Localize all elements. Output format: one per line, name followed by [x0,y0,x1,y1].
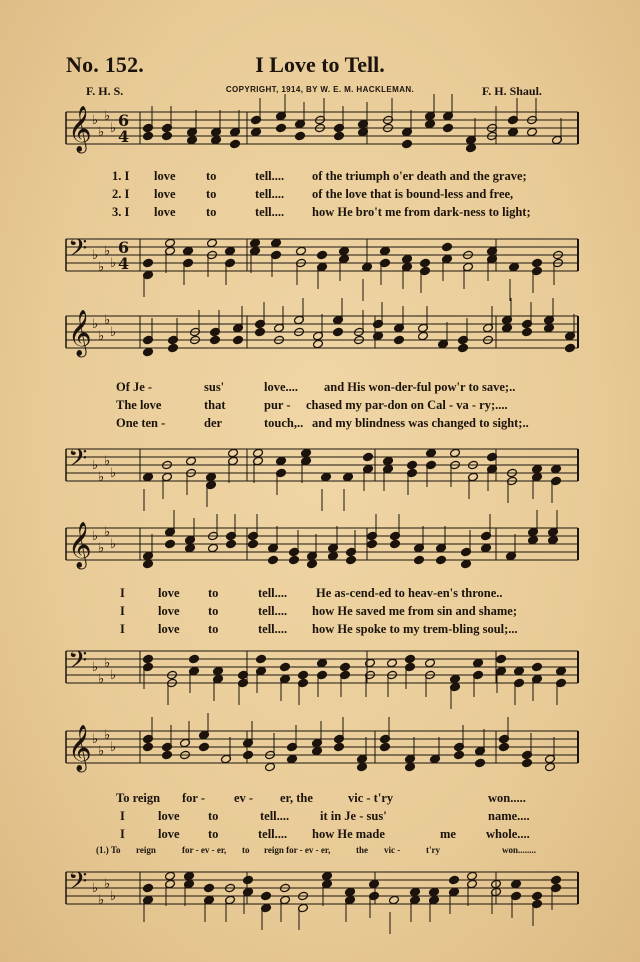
note-head-icon [380,742,391,752]
lyric-word: (1.) To [96,845,121,855]
note-head-icon [213,666,224,676]
key-flat-icon: ♭ [110,668,117,683]
key-flat-icon: ♭ [104,877,111,892]
note-head-icon [449,875,460,885]
note-head-icon [265,762,276,772]
lyric-word: 1. I [112,169,130,183]
key-flat-icon: ♭ [98,744,105,759]
lyric-line-3 [112,416,582,434]
note-head-icon [287,754,298,764]
time-signature-icon: 6 [118,111,130,130]
lyric-word: how He spoke to my trem-bling soul;... [312,622,518,636]
note-head-icon [346,555,357,565]
note-head-icon [402,254,413,264]
bass-clef-icon: 𝄢 [68,234,88,269]
note-head-icon [251,127,262,137]
key-flat-icon: ♭ [104,525,111,540]
key-flat-icon: ♭ [92,317,99,332]
note-head-icon [551,875,562,885]
note-head-icon [499,742,510,752]
note-head-icon [367,539,378,549]
note-head-icon [317,250,328,260]
note-head-icon [407,460,418,470]
lyric-word: The love [116,398,162,412]
note-head-icon [301,448,312,458]
key-flat-icon: ♭ [98,893,105,908]
note-head-icon [185,543,196,553]
note-head-icon [340,662,351,672]
note-head-icon [443,123,454,133]
note-head-icon [362,262,373,272]
note-head-icon [481,543,492,553]
lyric-word: for - [182,791,206,805]
note-head-icon [373,331,384,341]
note-head-icon [509,262,520,272]
note-head-icon [548,535,559,545]
lyric-line-1 [112,169,582,187]
key-flat-icon: ♭ [104,313,111,328]
note-head-icon [143,347,154,357]
key-flat-icon: ♭ [92,529,99,544]
note-head-icon [162,750,173,760]
lyric-word: and my blindness was changed to sight;.. [312,416,529,430]
lyric-line-3 [112,622,582,640]
note-head-icon [528,535,539,545]
note-head-icon [418,331,429,341]
refrain-alto-line [96,845,566,859]
treble-clef-icon: 𝄞 [68,725,92,771]
lyric-word: love [154,169,176,183]
note-head-icon [339,246,350,256]
lyric-word: to [242,845,250,855]
lyric-word: love [158,827,180,841]
note-head-icon [225,246,236,256]
lyric-word: to [206,187,217,201]
lyric-line-2 [112,187,582,205]
note-head-icon [143,258,154,268]
key-flat-icon: ♭ [98,541,105,556]
key-flat-icon: ♭ [92,732,99,747]
note-head-icon [276,123,287,133]
note-head-icon [230,139,241,149]
note-head-icon [204,883,215,893]
note-head-icon [321,472,332,482]
note-head-icon [183,246,194,256]
lyric-word: love [158,586,180,600]
note-head-icon [261,891,272,901]
bass-staff [0,640,640,700]
note-head-icon [532,464,543,474]
note-head-icon [256,654,267,664]
key-flat-icon: ♭ [92,113,99,128]
lyric-word: tell.... [258,622,288,636]
note-head-icon [210,335,221,345]
note-head-icon [394,335,405,345]
note-head-icon [502,323,513,333]
note-head-icon [143,472,154,482]
bass-clef-icon: 𝄢 [68,444,88,479]
note-head-icon [496,654,507,664]
note-head-icon [253,448,264,458]
note-head-icon [514,666,525,676]
note-head-icon [405,654,416,664]
lyric-word: to [208,809,219,823]
note-head-icon [184,871,195,881]
note-head-icon [289,555,300,565]
note-head-icon [187,135,198,145]
note-head-icon [271,238,282,248]
note-head-icon [475,758,486,768]
lyric-word: of the triumph o'er death and the grave; [312,169,527,183]
lyric-word: I [120,604,125,618]
note-head-icon [165,238,176,248]
key-flat-icon: ♭ [104,109,111,124]
key-flat-icon: ♭ [110,466,117,481]
note-head-icon [556,666,567,676]
treble-staff [0,100,640,170]
lyric-word: He as-cend-ed to heav-en's throne.. [316,586,503,600]
lyric-word: to [206,169,217,183]
key-flat-icon: ♭ [104,454,111,469]
lyric-word: won........ [502,845,537,855]
note-head-icon [551,464,562,474]
note-head-icon [508,127,519,137]
lyric-line-1 [112,586,582,604]
note-head-icon [143,742,154,752]
lyric-word: er, the [280,791,313,805]
note-head-icon [532,258,543,268]
key-flat-icon: ♭ [98,672,105,687]
note-head-icon [162,131,173,141]
note-head-icon [143,654,154,664]
lyric-word: love [158,809,180,823]
note-head-icon [414,555,425,565]
key-flat-icon: ♭ [98,125,105,140]
note-head-icon [442,242,453,252]
lyric-word: chased my par-don on Cal - va - ry;.... [306,398,508,412]
bass-staff [0,228,640,290]
lyric-word: to [208,827,219,841]
lyric-word: I [120,622,125,636]
lyric-word: love [158,622,180,636]
note-head-icon [458,343,469,353]
key-flat-icon: ♭ [110,121,117,136]
treble-staff [0,305,640,377]
treble-clef-icon: 𝄞 [68,106,92,152]
lyric-word: tell.... [258,827,288,841]
note-head-icon [532,891,543,901]
note-head-icon [357,762,368,772]
treble-clef-icon: 𝄞 [68,310,92,356]
note-head-icon [295,131,306,141]
key-flat-icon: ♭ [104,728,111,743]
note-head-icon [211,135,222,145]
note-head-icon [226,539,237,549]
note-head-icon [298,670,309,680]
lyric-line-3 [112,827,582,845]
note-head-icon [467,871,478,881]
note-head-icon [461,559,472,569]
hymn-title: I Love to Tell. [255,52,385,77]
key-flat-icon: ♭ [110,889,117,904]
lyric-word: love [158,604,180,618]
note-head-icon [466,143,477,153]
lyric-word: vic - t'ry [348,791,394,805]
lyric-word: to [208,622,219,636]
key-flat-icon: ♭ [110,256,117,271]
note-head-icon [454,750,465,760]
note-head-icon [250,238,261,248]
note-head-icon [532,662,543,672]
note-head-icon [425,658,436,668]
key-flat-icon: ♭ [110,537,117,552]
note-head-icon [143,131,154,141]
note-head-icon [206,472,217,482]
lyric-word: der [204,416,223,430]
note-head-icon [405,762,416,772]
lyric-word: name.... [488,809,530,823]
note-head-icon [186,456,197,466]
note-head-icon [436,555,447,565]
lyric-word: won..... [488,791,526,805]
note-head-icon [165,871,176,881]
key-flat-icon: ♭ [92,881,99,896]
key-flat-icon: ♭ [92,458,99,473]
lyric-word: that [204,398,226,412]
lyric-word: tell.... [255,169,285,183]
lyric-word: I [120,827,125,841]
lyric-word: I [120,809,125,823]
lyric-word: how He saved me from sin and shame; [312,604,517,618]
bass-staff [0,438,640,498]
lyric-line-1 [112,791,582,809]
note-head-icon [511,879,522,889]
note-head-icon [276,456,287,466]
note-head-icon [365,658,376,668]
key-flat-icon: ♭ [92,248,99,263]
lyric-word: to [208,604,219,618]
note-head-icon [380,246,391,256]
note-head-icon [328,551,339,561]
lyric-word: To reign [116,791,161,805]
note-head-icon [228,448,239,458]
note-head-icon [243,750,254,760]
note-head-icon [363,452,374,462]
lyric-line-2 [112,604,582,622]
lyric-word: whole.... [486,827,530,841]
lyric-word: tell.... [258,604,288,618]
note-head-icon [189,654,200,664]
note-head-icon [369,879,380,889]
lyric-word: of the love that is bound-less and free, [312,187,514,201]
note-head-icon [280,662,291,672]
note-head-icon [334,742,345,752]
lyric-word: the [356,845,368,855]
note-head-icon [233,335,244,345]
lyric-word: tell.... [255,205,285,219]
note-head-icon [565,343,576,353]
note-head-icon [333,327,344,337]
note-head-icon [545,762,556,772]
key-flat-icon: ♭ [92,660,99,675]
lyric-word: 2. I [112,187,130,201]
note-head-icon [402,139,413,149]
note-head-icon [296,246,307,256]
note-head-icon [420,258,431,268]
note-head-icon [207,238,218,248]
composer-name: F. H. Shaul. [482,84,542,98]
lyric-word: reign [136,845,156,855]
lyric-word: tell.... [258,586,288,600]
note-head-icon [165,539,176,549]
copyright-notice: COPYRIGHT, 1914, BY W. E. M. HACKLEMAN. [225,85,415,94]
time-signature-icon: 4 [118,254,130,273]
hymn-number: No. 152. [66,52,144,77]
lyric-line-2 [112,809,582,827]
lyric-word: and His won-der-ful pow'r to save;.. [324,380,516,394]
lyric-word: 3. I [112,205,130,219]
lyric-word: reign for - ev - er, [264,845,331,855]
key-flat-icon: ♭ [98,260,105,275]
note-head-icon [322,871,333,881]
note-head-icon [313,339,324,349]
lyric-word: tell.... [255,187,285,201]
note-head-icon [426,448,437,458]
lyric-word: to [206,205,217,219]
note-head-icon [410,887,421,897]
note-head-icon [390,539,401,549]
key-flat-icon: ♭ [104,244,111,259]
lyric-word: love [154,187,176,201]
note-head-icon [312,746,323,756]
time-signature-icon: 4 [118,127,130,146]
key-flat-icon: ♭ [110,740,117,755]
note-head-icon [522,758,533,768]
lyric-word: tell.... [260,809,290,823]
treble-staff [0,720,640,790]
lyric-word: sus' [204,380,225,394]
note-head-icon [334,131,345,141]
lyric-word: touch,.. [264,416,304,430]
note-head-icon [307,559,318,569]
note-head-icon [268,555,279,565]
note-head-icon [248,539,259,549]
note-head-icon [345,887,356,897]
note-head-icon [450,674,461,684]
lyricist-initials: F. H. S. [86,84,124,98]
note-head-icon [199,742,210,752]
note-head-icon [317,658,328,668]
note-head-icon [383,456,394,466]
note-head-icon [544,323,555,333]
key-flat-icon: ♭ [98,470,105,485]
lyric-line-2 [112,398,582,416]
note-head-icon [143,883,154,893]
note-head-icon [387,658,398,668]
treble-staff [0,515,640,587]
bass-staff [0,862,640,922]
lyric-word: ev - [234,791,254,805]
note-head-icon [522,327,533,337]
note-head-icon [425,119,436,129]
lyric-word: how He made [312,827,385,841]
lyric-word: love.... [264,380,299,394]
lyric-word: pur - [264,398,291,412]
lyric-line-3 [112,205,582,223]
note-head-icon [473,658,484,668]
bass-clef-icon: 𝄢 [68,867,88,902]
note-head-icon [208,543,219,553]
lyric-word: me [440,827,456,841]
bass-clef-icon: 𝄢 [68,646,88,681]
lyric-word: love [154,205,176,219]
lyric-word: for - ev - er, [182,845,227,855]
lyric-word: it in Je - sus' [320,809,387,823]
key-flat-icon: ♭ [104,656,111,671]
note-head-icon [450,448,461,458]
treble-clef-icon: 𝄞 [68,522,92,568]
lyric-word: how He bro't me from dark-ness to light; [312,205,531,219]
note-head-icon [168,343,179,353]
lyric-word: to [208,586,219,600]
note-head-icon [343,472,354,482]
time-signature-icon: 6 [118,238,130,257]
note-head-icon [255,327,266,337]
note-head-icon [429,887,440,897]
note-head-icon [527,127,538,137]
note-head-icon [243,875,254,885]
lyric-line-1 [112,380,582,398]
note-head-icon [389,895,400,905]
key-flat-icon: ♭ [110,325,117,340]
key-flat-icon: ♭ [98,329,105,344]
lyric-word: One ten - [116,416,166,430]
lyric-word: I [120,586,125,600]
lyric-word: vic - [384,845,401,855]
lyric-word: t'ry [426,845,440,855]
note-head-icon [143,559,154,569]
lyric-word: Of Je - [116,380,153,394]
